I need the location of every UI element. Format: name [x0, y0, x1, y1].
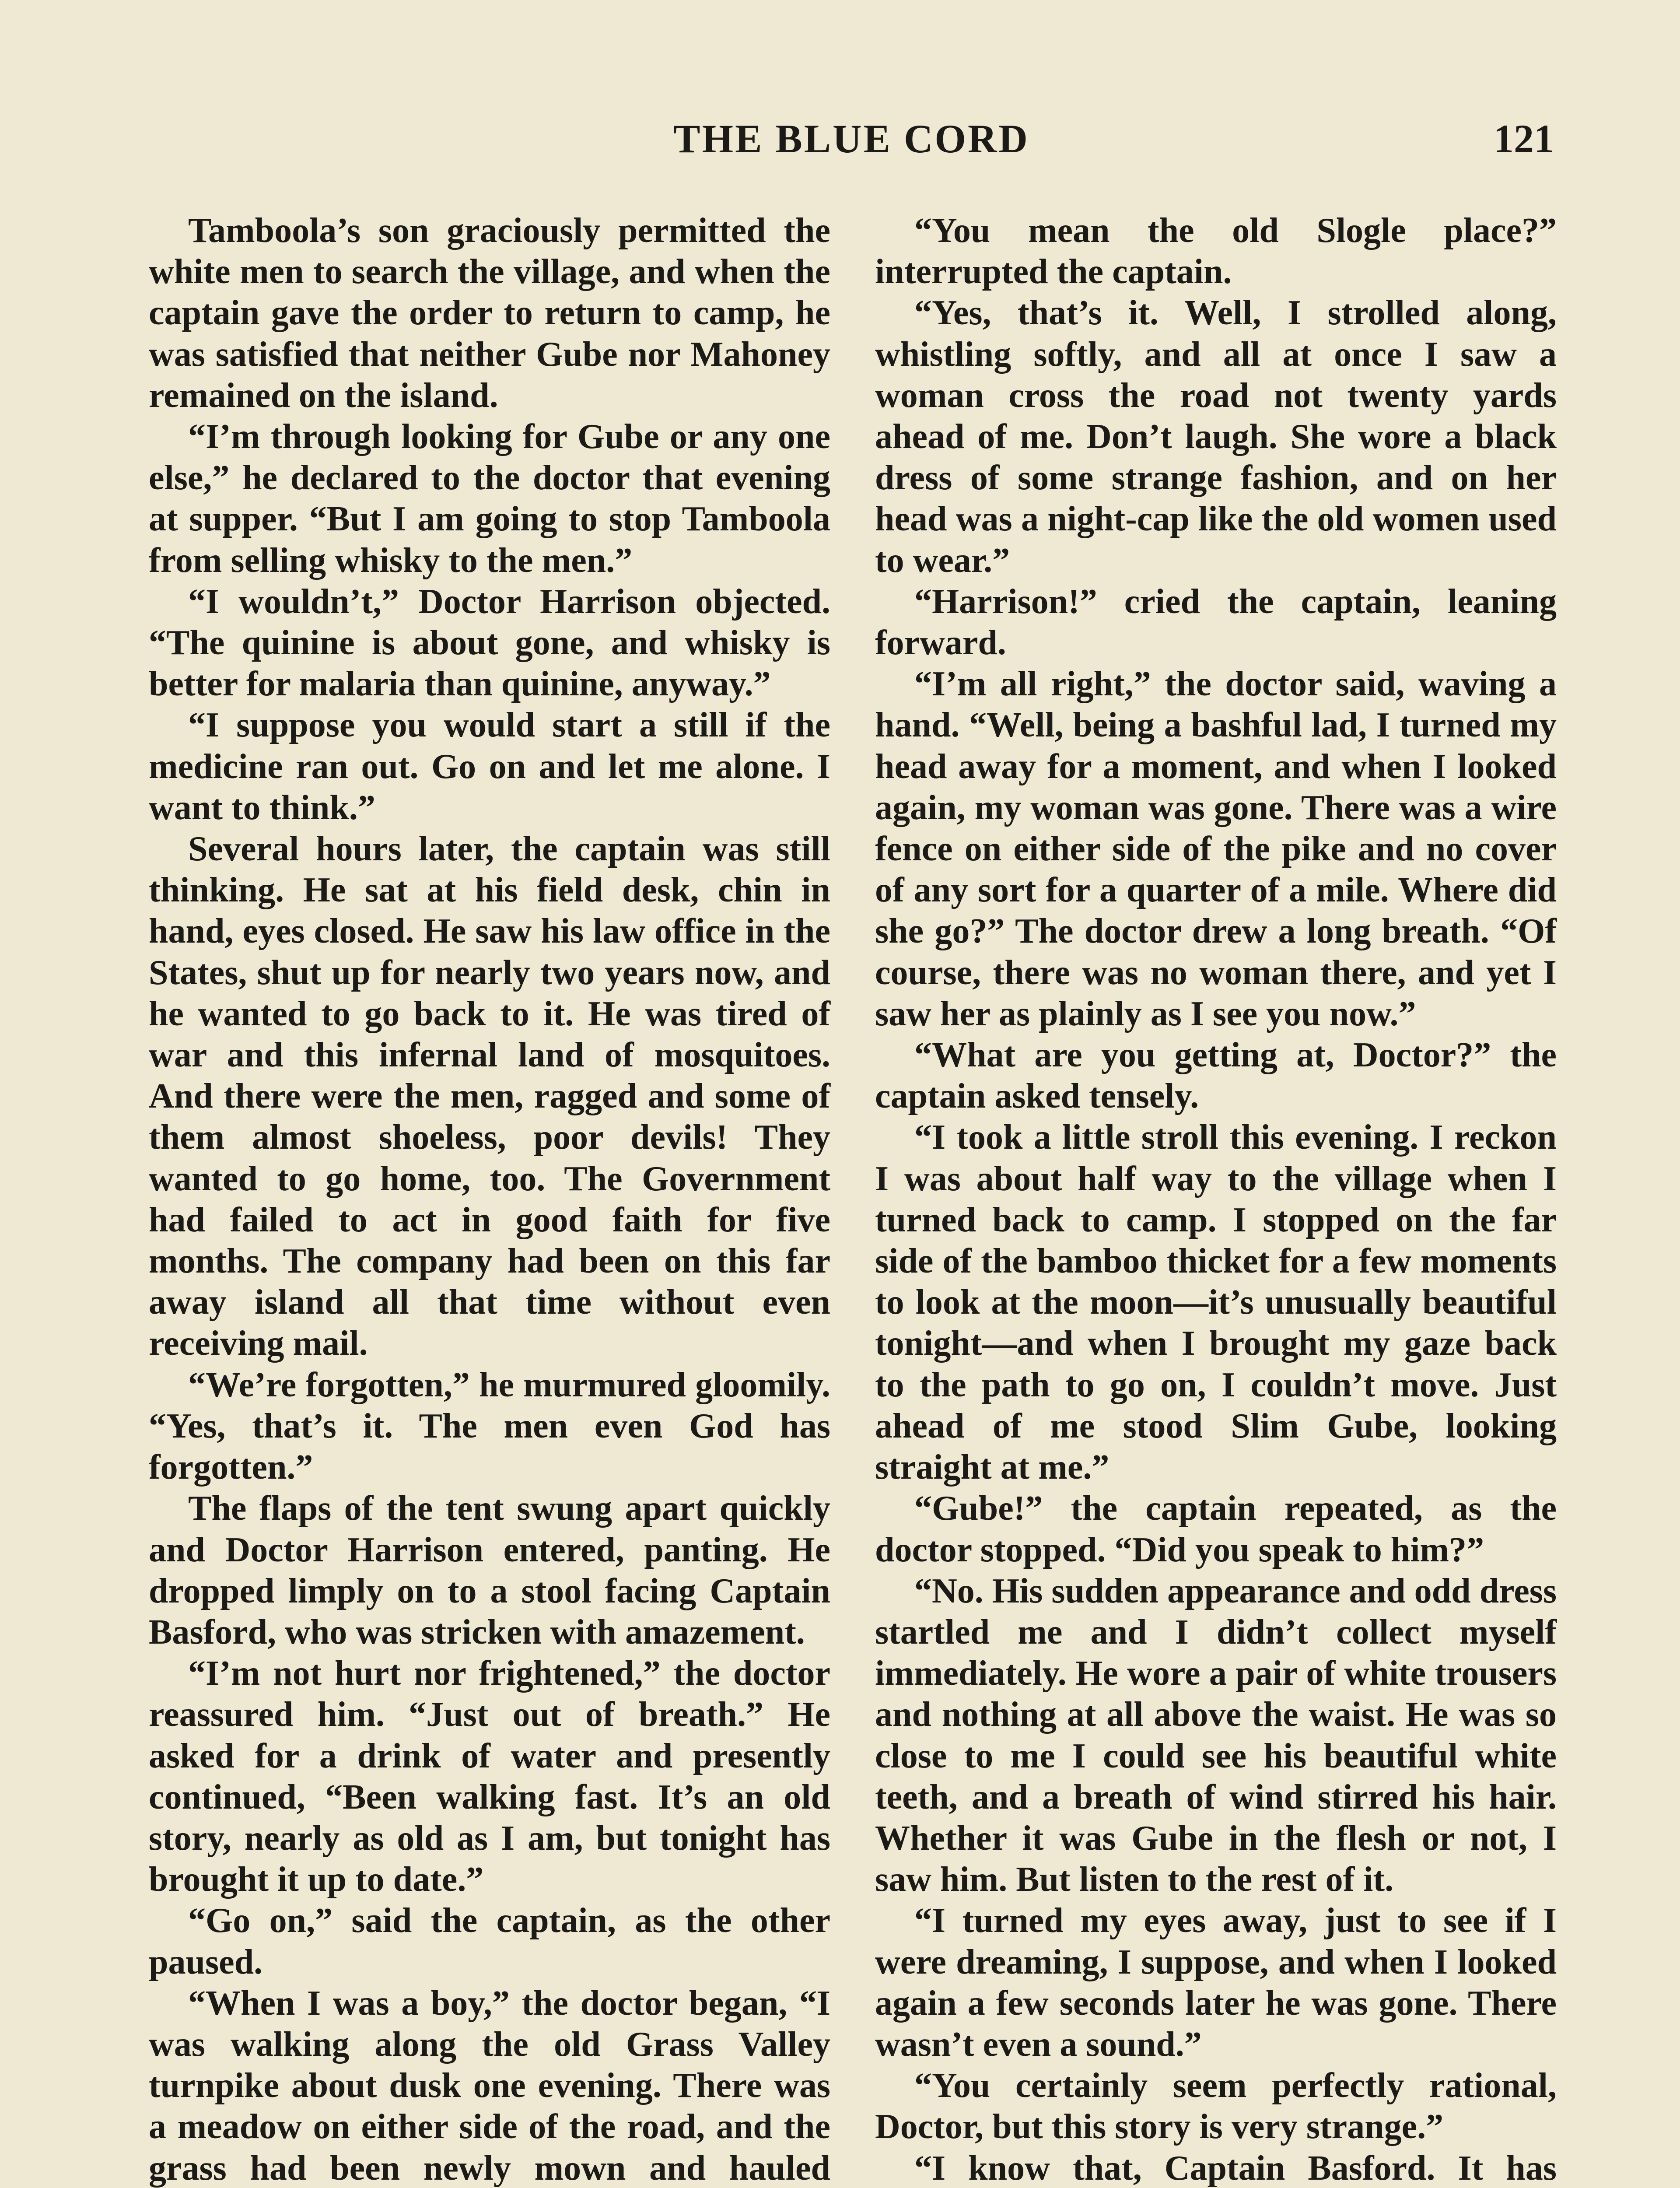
paragraph: “I’m all right,” the doctor said, waving a hand. “Well, being a bashful lad, I turned my head away for a moment, and when I looked again, my woman was gone. There was a wire fence on either side of the pike and no cover of any sort for a quarter of a mile. Where did she go?” The doctor drew a long breath. “Of course, there was no woman there, and yet I saw her as plainly as I see you now.”: [875, 665, 1557, 1033]
paragraph: “You mean the old Slogle place?” interrupted the captain.: [875, 211, 1557, 291]
paragraph: “I took a little stroll this evening. I reckon I was about half way to the village when I turned back to camp. I stopped on the far side of the bamboo thicket for a few moments to look at the moon—it’s unusually beautiful tonight—and when I brought my gaze back to the path to go on, I couldn’t move. Just ahead of me stood Slim Gube, looking straight at me.”: [875, 1118, 1557, 1487]
paragraph: “I wouldn’t,” Doctor Harrison objected. “The quinine is about gone, and whisky is better for malaria than quinine, anyway.”: [149, 582, 830, 704]
paragraph: “I turned my eyes away, just to see if I were dreaming, I suppose, and when I looked again a few seconds later he was gone. There wasn’t even a sound.”: [875, 1901, 1557, 2064]
paragraph: “We’re forgotten,” he murmured gloomily. “Yes, that’s it. The men even God has forgotten.”: [149, 1365, 830, 1487]
paragraph: “Harrison!” cried the captain, leaning forward.: [875, 582, 1557, 663]
paragraph: “No. His sudden appearance and odd dress startled me and I didn’t collect myself immediately. He wore a pair of white trousers and nothing at all above the waist. He was so close to me I could see his beautiful white teeth, and a breath of wind stirred his hair. Whether it was Gube in the flesh or not, I saw him. But listen to the rest of it.: [875, 1571, 1557, 1899]
paragraph: “I know that, Captain Basford. It has: [914, 2149, 1557, 2188]
page-number: 121: [1494, 116, 1554, 161]
text-column-right: [875, 210, 1557, 2188]
page-header-title: THE BLUE CORD: [673, 116, 1029, 161]
running-head: [149, 115, 1554, 163]
paragraph: “You certainly seem perfectly rational, Doctor, but this story is very strange.”: [875, 2066, 1557, 2146]
paragraph: “I’m through looking for Gube or any one else,” he declared to the doctor that evening at supper. “But I am going to stop Tamboola from selling whisky to the men.”: [149, 417, 830, 580]
paragraph: “I suppose you would start a still if the medicine ran out. Go on and let me alone. I want to think.”: [149, 706, 830, 827]
paragraph: Tamboola’s son graciously permitted the white men to search the village, and when the captain gave the order to return to camp, he was satisfied that neither Gube nor Mahoney remained on the island.: [149, 211, 830, 415]
paragraph: Several hours later, the captain was still thinking. He sat at his field desk, chin in hand, eyes closed. He saw his law office in the States, shut up for nearly two years now, and he wanted to go back to it. He was tired of war and this infernal land of mosquitoes. And there were the men, ragged and some of them almost shoeless, poor devils! They wanted to go home, too. The Government had failed to act in good faith for five months. The company had been on this far away island all that time without even receiving mail.: [149, 830, 830, 1363]
text-column-left: [149, 210, 830, 2188]
paragraph: “I’m not hurt nor frightened,” the doctor reassured him. “Just out of breath.” He asked for a drink of water and presently continued, “Been walking fast. It’s an old story, nearly as old as I am, but tonight has brought it up to date.”: [149, 1654, 830, 1899]
paragraph: “Gube!” the captain repeated, as the doctor stopped. “Did you speak to him?”: [875, 1489, 1557, 1569]
paragraph: “Yes, that’s it. Well, I strolled along, whistling softly, and all at once I saw a woman cross the road not twenty yards ahead of me. Don’t laugh. She wore a black dress of some strange fashion, and on her head was a night-cap like the old women used to wear.”: [875, 294, 1557, 580]
paragraph: “When I was a boy,” the doctor began, “I was walking along the old Grass Valley turnpike about dusk one evening. There was a meadow on either side of the road, and the grass had been newly mown and hauled: [149, 1984, 830, 2188]
paragraph: The flaps of the tent swung apart quickly and Doctor Harrison entered, panting. He dropped limply on to a stool facing Captain Basford, who was stricken with amazement.: [149, 1489, 830, 1652]
paragraph: “Go on,” said the captain, as the other paused.: [149, 1901, 830, 1981]
paragraph: “What are you getting at, Doctor?” the captain asked tensely.: [875, 1036, 1557, 1116]
